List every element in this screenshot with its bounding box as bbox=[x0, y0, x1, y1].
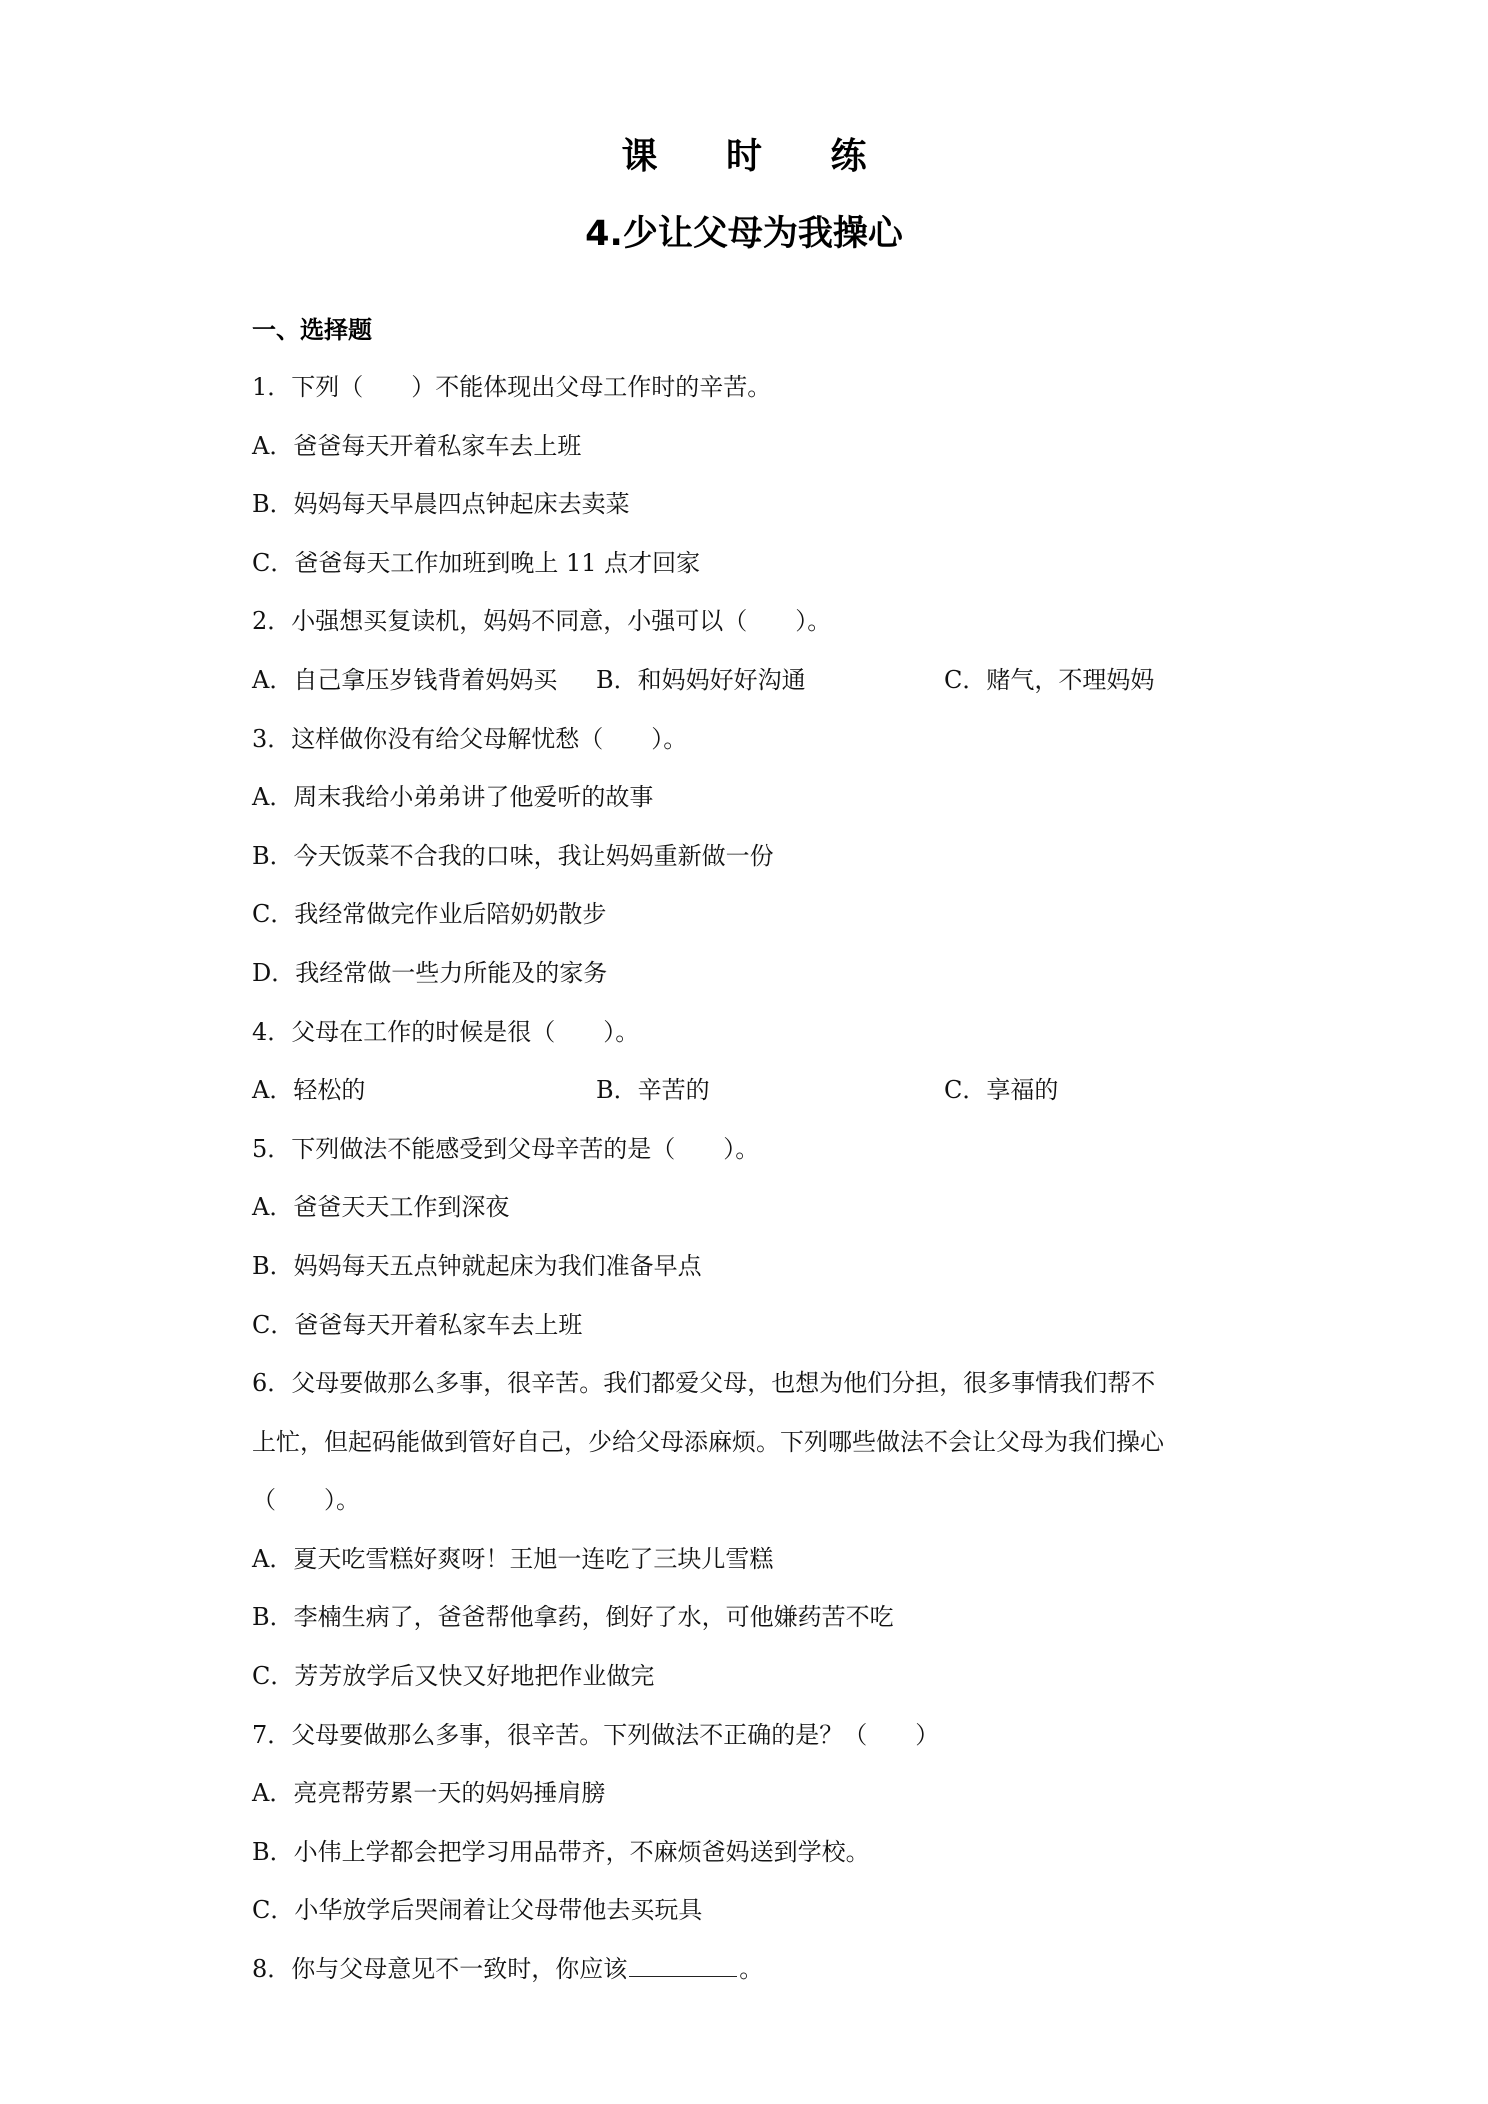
question-4-option-c: C．享福的 bbox=[944, 1076, 1059, 1105]
question-4-option-b: B．辛苦的 bbox=[596, 1076, 710, 1105]
lesson-title: 4.少让父母为我操心 bbox=[585, 214, 903, 254]
question-4-options bbox=[252, 1061, 1252, 1120]
page-title: 课 时 练 bbox=[621, 136, 895, 177]
question-5-option-a: A．爸爸天天工作到深夜 bbox=[252, 1193, 510, 1222]
question-2-option-c: C．赌气，不理妈妈 bbox=[944, 665, 1155, 694]
question-6-option-c: C．芳芳放学后又快又好地把作业做完 bbox=[252, 1662, 655, 1691]
question-3-stem: 3．这样做你没有给父母解忧愁（ ）。 bbox=[252, 724, 688, 753]
question-1-option-b: B．妈妈每天早晨四点钟起床去卖菜 bbox=[252, 490, 630, 519]
question-1-stem: 1．下列（ ）不能体现出父母工作时的辛苦。 bbox=[252, 373, 772, 401]
question-6-stem-line-3: （ ）。 bbox=[252, 1486, 360, 1515]
question-7-option-c: C．小华放学后哭闹着让父母带他去买玩具 bbox=[252, 1896, 703, 1925]
question-2-option-b: B．和妈妈好好沟通 bbox=[596, 665, 806, 694]
question-5-option-b: B．妈妈每天五点钟就起床为我们准备早点 bbox=[252, 1251, 702, 1280]
question-list bbox=[252, 312, 1252, 1999]
question-8-stem bbox=[252, 1940, 1252, 1999]
question-7-option-b: B．小伟上学都会把学习用品带齐，不麻烦爸妈送到学校。 bbox=[252, 1837, 870, 1866]
question-3-option-b: B．今天饭菜不合我的口味，我让妈妈重新做一份 bbox=[252, 841, 774, 870]
question-1-option-a: A．爸爸每天开着私家车去上班 bbox=[252, 431, 582, 460]
question-6-option-a: A．夏天吃雪糕好爽呀！王旭一连吃了三块儿雪糕 bbox=[252, 1544, 774, 1573]
question-6-stem-line-2: 上忙，但起码能做到管好自己，少给父母添麻烦。下列哪些做法不会让父母为我们操心 bbox=[252, 1427, 1164, 1456]
question-7-option-a: A．亮亮帮劳累一天的妈妈捶肩膀 bbox=[252, 1779, 606, 1808]
question-2-options bbox=[252, 651, 1252, 710]
question-3-option-d: D．我经常做一些力所能及的家务 bbox=[252, 958, 608, 987]
question-3-option-c: C．我经常做完作业后陪奶奶散步 bbox=[252, 900, 607, 929]
answer-blank[interactable] bbox=[629, 1954, 737, 1977]
question-2-stem: 2．小强想买复读机，妈妈不同意，小强可以（ ）。 bbox=[252, 607, 832, 636]
question-8-text-before: 8．你与父母意见不一致时，你应该 bbox=[252, 1955, 628, 1984]
question-3-option-a: A．周末我给小弟弟讲了他爱听的故事 bbox=[252, 783, 654, 812]
question-2-option-a: A．自己拿压岁钱背着妈妈买 bbox=[252, 665, 558, 694]
question-6-option-b: B．李楠生病了，爸爸帮他拿药，倒好了水，可他嫌药苦不吃 bbox=[252, 1603, 894, 1632]
question-4-stem: 4．父母在工作的时候是很（ ）。 bbox=[252, 1017, 640, 1046]
question-4-option-a: A．轻松的 bbox=[252, 1076, 366, 1105]
question-6-stem-line-1: 6．父母要做那么多事，很辛苦。我们都爱父母，也想为他们分担，很多事情我们帮不 bbox=[252, 1369, 1156, 1398]
question-5-stem: 5．下列做法不能感受到父母辛苦的是（ ）。 bbox=[252, 1134, 760, 1163]
question-7-stem: 7．父母要做那么多事，很辛苦。下列做法不正确的是？（ ） bbox=[252, 1720, 940, 1749]
question-5-option-c: C．爸爸每天开着私家车去上班 bbox=[252, 1310, 583, 1339]
section-heading: 一、选择题 bbox=[252, 316, 372, 344]
question-8-text-after: 。 bbox=[739, 1955, 764, 1984]
question-1-option-c: C．爸爸每天工作加班到晚上 11 点才回家 bbox=[252, 548, 701, 577]
